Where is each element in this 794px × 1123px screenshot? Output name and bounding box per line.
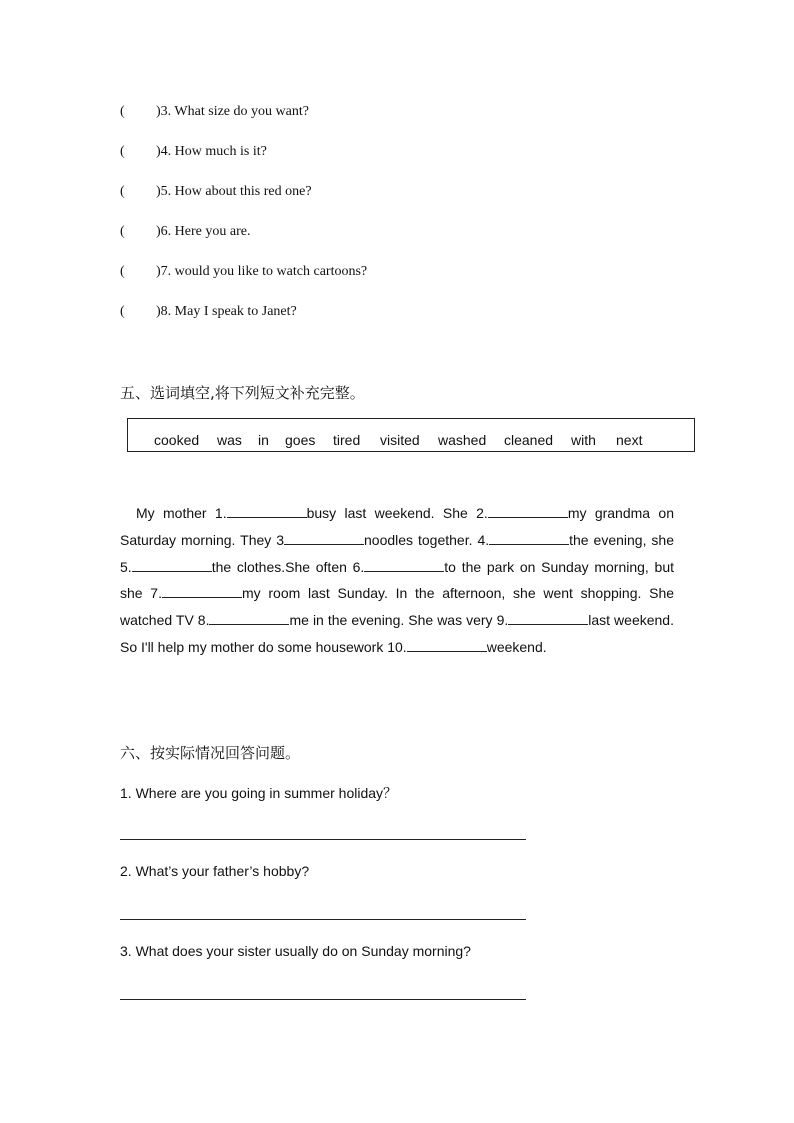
word-bank <box>127 418 695 452</box>
item-text: would you like to watch cartoons? <box>174 264 368 279</box>
word-bank-item: tired <box>333 432 361 448</box>
answer-line-3[interactable] <box>120 999 526 1000</box>
answer-paren-open[interactable]: ( <box>120 144 125 159</box>
passage-text: to the park on Sunday morning, but she 7. <box>120 558 674 602</box>
matching-item-6 <box>120 224 250 240</box>
word-bank-item: with <box>571 432 596 448</box>
matching-item-4 <box>120 144 267 160</box>
passage-text: busy last weekend. She 2. <box>306 505 488 521</box>
word-bank-item: was <box>217 432 242 448</box>
blank-8[interactable] <box>209 612 289 625</box>
passage-text: noodles together. 4. <box>364 531 490 548</box>
passage-text: the evening, she 5. <box>120 531 674 575</box>
word-bank-item: cleaned <box>504 432 554 448</box>
blank-3[interactable] <box>284 532 364 545</box>
word-bank-item: goes <box>285 432 316 448</box>
item-text: Here you are. <box>174 224 251 239</box>
blank-6[interactable] <box>364 559 444 572</box>
item-number: )8. <box>156 304 172 319</box>
blank-7[interactable] <box>162 585 242 598</box>
item-number: )5. <box>156 184 172 199</box>
section6-title: 六、按实际情况回答问题。 <box>120 744 301 762</box>
item-number: )6. <box>156 224 172 239</box>
blank-9[interactable] <box>508 612 588 625</box>
matching-item-8 <box>120 304 297 320</box>
answer-line-2[interactable] <box>120 919 526 920</box>
passage-text: my room last Sunday. In the afternoon, she went shopping. She watched TV 8. <box>120 585 675 629</box>
answer-paren-open[interactable]: ( <box>120 104 125 119</box>
item-text: May I speak to Janet? <box>174 304 297 319</box>
passage-text: me in the evening. She was very 9. <box>289 612 509 629</box>
word-bank-item: next <box>616 432 643 448</box>
item-text: How much is it? <box>174 144 267 159</box>
question-3: 3. What does your sister usually do on Sunday morning? <box>120 943 471 959</box>
matching-item-5 <box>120 184 312 200</box>
passage-text: my grandma on Saturday morning. They 3 <box>120 505 674 548</box>
blank-10[interactable] <box>407 639 487 652</box>
blank-4[interactable] <box>489 532 569 545</box>
item-text: How about this red one? <box>174 184 312 199</box>
passage-text: My mother 1. <box>136 505 227 521</box>
blank-5[interactable] <box>132 559 212 572</box>
passage-text: the clothes.She often 6. <box>211 558 365 575</box>
section5-title: 五、选词填空,将下列短文补充完整。 <box>120 384 365 402</box>
blank-1[interactable] <box>227 505 307 518</box>
answer-paren-open[interactable]: ( <box>120 184 125 199</box>
item-number: )3. <box>156 104 172 119</box>
word-bank-item: cooked <box>154 432 200 448</box>
matching-item-7 <box>120 264 367 280</box>
passage-text: last weekend. So I'll help my mother do some housework 10. <box>120 612 674 655</box>
answer-paren-open[interactable]: ( <box>120 264 125 279</box>
answer-line-1[interactable] <box>120 839 526 840</box>
matching-item-3 <box>120 104 309 120</box>
question-1: 1. Where are you going in summer holiday？ <box>120 785 398 801</box>
word-bank-item: visited <box>380 432 420 448</box>
answer-paren-open[interactable]: ( <box>120 224 125 239</box>
item-number: )4. <box>156 144 172 159</box>
item-number: )7. <box>156 264 172 279</box>
word-bank-item: in <box>258 432 269 448</box>
answer-paren-open[interactable]: ( <box>120 304 125 319</box>
question-2: 2. What’s your father’s hobby? <box>120 863 310 879</box>
item-text: What size do you want? <box>174 104 309 119</box>
passage-text: weekend. <box>486 638 547 655</box>
cloze-passage <box>120 500 674 661</box>
word-bank-item: washed <box>438 432 487 448</box>
blank-2[interactable] <box>488 505 568 518</box>
